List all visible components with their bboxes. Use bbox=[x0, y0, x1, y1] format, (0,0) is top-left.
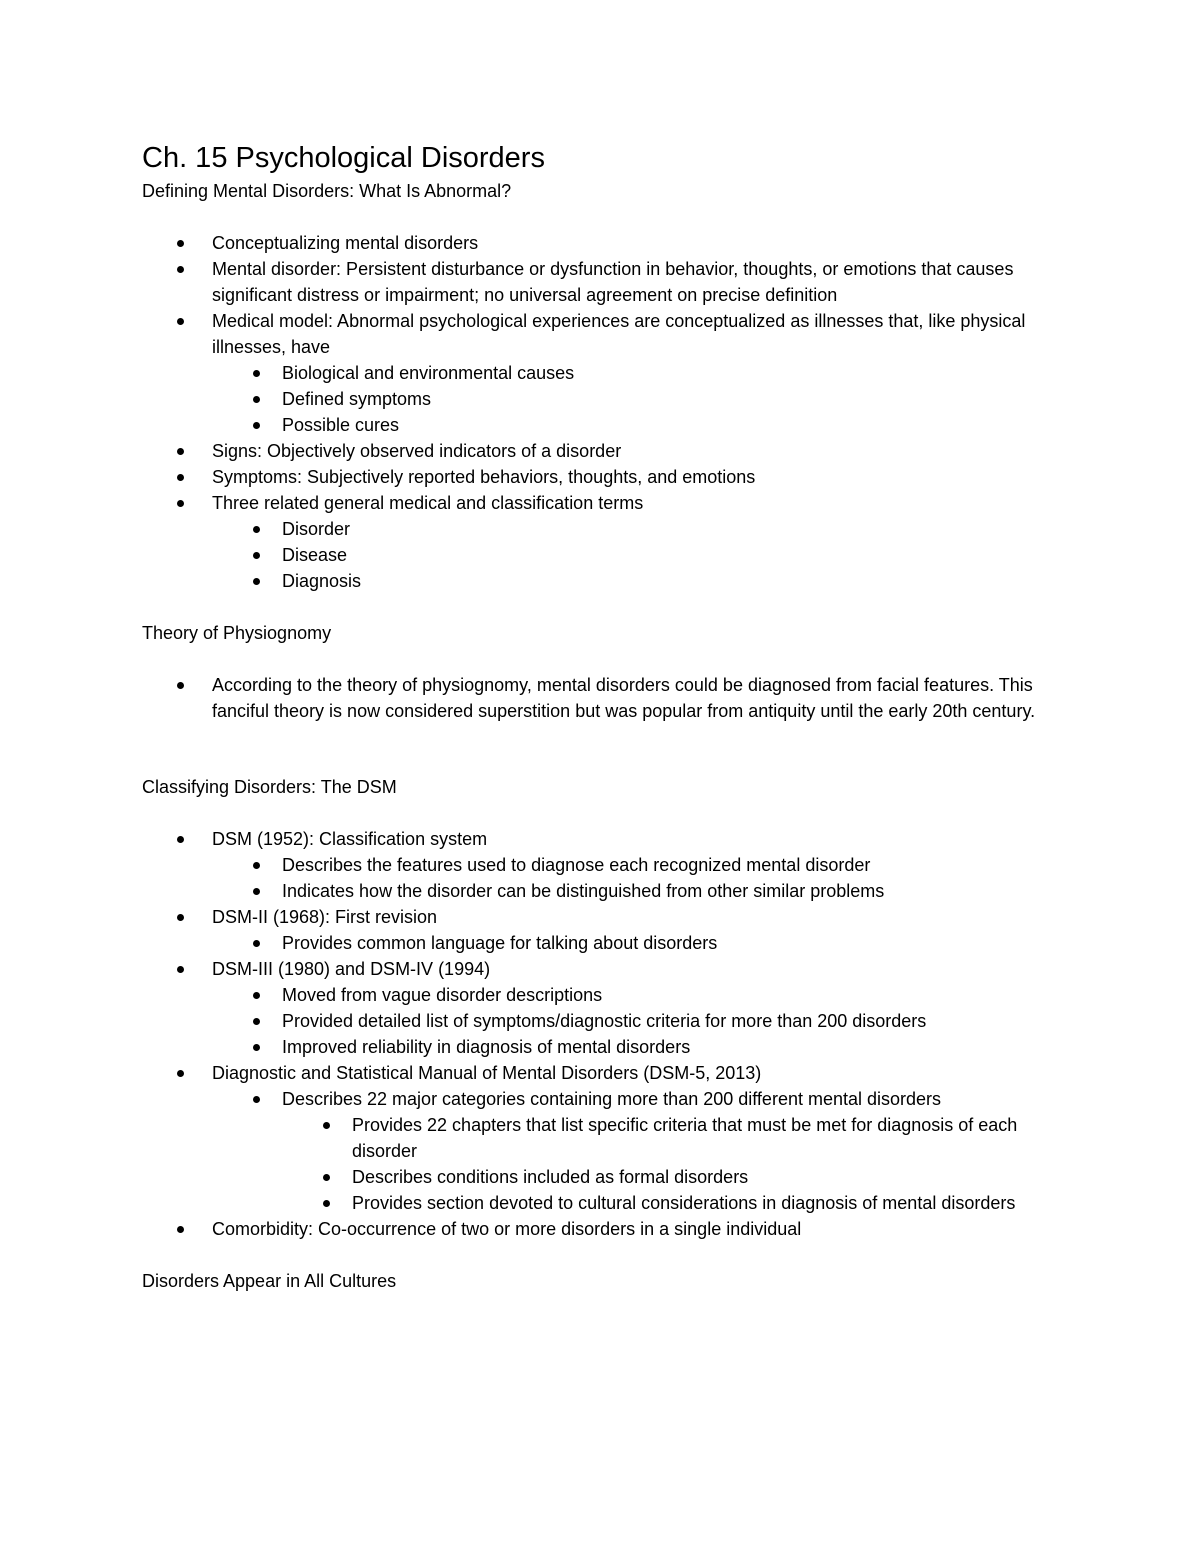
list-item-text: DSM-III (1980) and DSM-IV (1994) bbox=[212, 959, 491, 979]
list-item: Indicates how the disorder can be distinguished from other similar problems bbox=[212, 878, 1072, 904]
section-heading-cultures: Disorders Appear in All Cultures bbox=[142, 1271, 397, 1291]
list-item: Provided detailed list of symptoms/diagnostic criteria for more than 200 disorders bbox=[212, 1008, 1072, 1034]
list-item: Mental disorder: Persistent disturbance or dysfunction in behavior, thoughts, or emotions that causes significant distress or impairment; no universal agreement on precise definition bbox=[142, 256, 1072, 308]
list-item-text: DSM-II (1968): First revision bbox=[212, 907, 438, 927]
list-item bbox=[142, 826, 1072, 904]
sub-list bbox=[212, 982, 1072, 1060]
list-item: Comorbidity: Co-occurrence of two or more disorders in a single individual bbox=[142, 1216, 1072, 1242]
list-item bbox=[142, 490, 1072, 594]
list-item bbox=[142, 956, 1072, 1060]
list-item: Provides 22 chapters that list specific criteria that must be met for diagnosis of each disorder bbox=[282, 1112, 1072, 1164]
sub-list bbox=[212, 852, 1072, 904]
section-heading-dsm: Classifying Disorders: The DSM bbox=[142, 777, 397, 797]
sub-sub-list bbox=[282, 1112, 1072, 1216]
list-item bbox=[142, 308, 1072, 438]
list-item: Describes the features used to diagnose each recognized mental disorder bbox=[212, 852, 1072, 878]
document-page bbox=[142, 138, 1072, 1294]
list-item-text: Diagnostic and Statistical Manual of Mental Disorders (DSM-5, 2013) bbox=[212, 1063, 762, 1083]
bullet-list bbox=[142, 826, 1072, 1242]
list-item: Provides common language for talking about disorders bbox=[212, 930, 1072, 956]
list-item: Possible cures bbox=[212, 412, 1072, 438]
section-heading-defining: Defining Mental Disorders: What Is Abnormal? bbox=[142, 181, 512, 201]
list-item: Biological and environmental causes bbox=[212, 360, 1072, 386]
sub-list bbox=[212, 930, 1072, 956]
list-item-text: Describes 22 major categories containing more than 200 different mental disorders bbox=[282, 1089, 942, 1109]
list-item bbox=[212, 1086, 1072, 1216]
list-item: Signs: Objectively observed indicators of a disorder bbox=[142, 438, 1072, 464]
sub-list bbox=[212, 1086, 1072, 1216]
list-item: Conceptualizing mental disorders bbox=[142, 230, 1072, 256]
list-item: Provides section devoted to cultural considerations in diagnosis of mental disorders bbox=[282, 1190, 1072, 1216]
list-item: Moved from vague disorder descriptions bbox=[212, 982, 1072, 1008]
list-item bbox=[142, 1060, 1072, 1216]
bullet-list bbox=[142, 230, 1072, 594]
list-item: Diagnosis bbox=[212, 568, 1072, 594]
list-item-text: DSM (1952): Classification system bbox=[212, 829, 488, 849]
list-item: Defined symptoms bbox=[212, 386, 1072, 412]
sub-list bbox=[212, 360, 1072, 438]
list-item bbox=[142, 904, 1072, 956]
list-item-text: Three related general medical and classification terms bbox=[212, 493, 644, 513]
list-item: Describes conditions included as formal disorders bbox=[282, 1164, 1072, 1190]
sub-list bbox=[212, 516, 1072, 594]
list-item: According to the theory of physiognomy, mental disorders could be diagnosed from facial features. This fanciful theory is now considered superstition but was popular from antiquity until the early 20th century. bbox=[142, 672, 1072, 724]
list-item-text: Medical model: Abnormal psychological experiences are conceptualized as illnesses that, like physical illnesses, have bbox=[212, 311, 1026, 357]
list-item: Disease bbox=[212, 542, 1072, 568]
list-item: Symptoms: Subjectively reported behaviors, thoughts, and emotions bbox=[142, 464, 1072, 490]
list-item: Improved reliability in diagnosis of mental disorders bbox=[212, 1034, 1072, 1060]
list-item: Disorder bbox=[212, 516, 1072, 542]
page-title: Ch. 15 Psychological Disorders bbox=[142, 142, 545, 174]
section-heading-physiognomy: Theory of Physiognomy bbox=[142, 623, 332, 643]
bullet-list bbox=[142, 672, 1072, 724]
